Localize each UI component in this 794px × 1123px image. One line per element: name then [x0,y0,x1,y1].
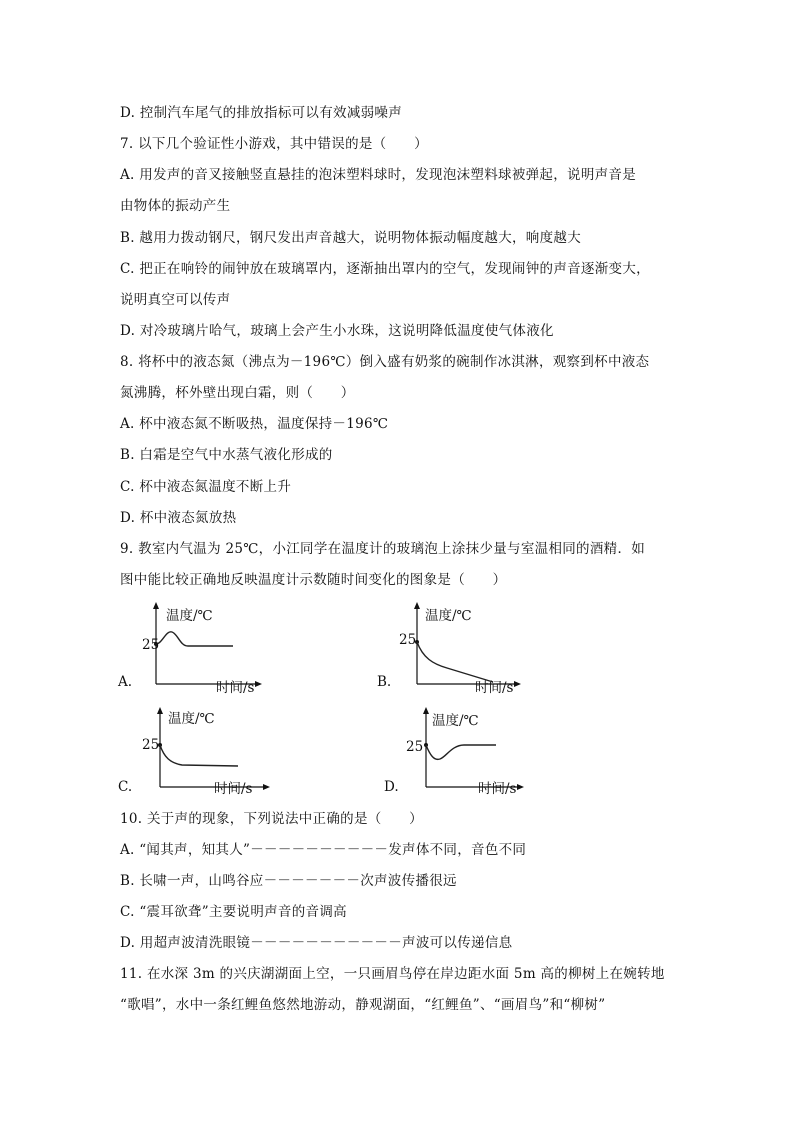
q8-option-a: A. 杯中液态氮不断吸热，温度保持－196℃ [120,416,389,432]
graph-c-option-label: C. [118,779,133,795]
q7-stem: 7. 以下几个验证性小游戏，其中错误的是（ ） [120,136,428,152]
q7-option-a-2: 由物体的振动产生 [120,198,231,214]
q7-option-d: D. 对冷玻璃片哈气，玻璃上会产生小水珠，这说明降低温度使气体液化 [120,323,554,339]
graph-d-xlabel: 时间/s [478,781,517,797]
q7-option-c-1: C. 把正在响铃的闹钟放在玻璃罩内，逐渐抽出罩内的空气，发现闹钟的声音逐渐变大， [120,261,650,277]
graph-a-xlabel: 时间/s [216,680,255,696]
q8-stem-1: 8. 将杯中的液态氮（沸点为－196℃）倒入盛有奶浆的碗制作冰淇淋，观察到杯中液态 [120,354,650,370]
q11-stem-1: 11. 在水深 3m 的兴庆湖湖面上空，一只画眉鸟停在岸边距水面 5m 高的柳树上在婉转地 [120,966,665,982]
graph-d-tick: 25 [406,739,424,755]
graph-b-ylabel: 温度/℃ [425,608,472,624]
q8-option-c: C. 杯中液态氮温度不断上升 [120,479,292,495]
graph-option-c [118,705,288,800]
q10-stem: 10. 关于声的现象，下列说法中正确的是（ ） [120,811,423,827]
q10-option-c: C. “震耳欲聋”主要说明声音的音调高 [120,904,347,920]
q7-option-a-1: A. 用发声的音叉接触竖直悬挂的泡沫塑料球时，发现泡沫塑料球被弹起，说明声音是 [120,167,637,183]
q6-option-d: D. 控制汽车尾气的排放指标可以有效减弱噪声 [120,105,403,121]
q9-stem-1: 9. 教室内气温为 25℃，小江同学在温度计的玻璃泡上涂抹少量与室温相同的酒精．如 [120,541,646,557]
q10-option-d: D. 用超声波清洗眼镜－－－－－－－－－－－声波可以传递信息 [120,935,513,951]
q7-option-b: B. 越用力拨动钢尺，钢尺发出声音越大，说明物体振动幅度越大，响度越大 [120,230,582,246]
q11-stem-2: “歌唱”，水中一条红鲤鱼悠然地游动，静观湖面，“红鲤鱼”、“画眉鸟”和“柳树” [120,997,606,1013]
graph-d-option-label: D. [384,779,399,795]
graph-a-option-label: A. [118,674,133,690]
q8-stem-2: 氮沸腾，杯外壁出现白霜，则（ ） [120,385,355,401]
q8-option-d: D. 杯中液态氮放热 [120,510,237,526]
graph-c-tick: 25 [142,737,160,753]
graph-b-option-label: B. [377,674,392,690]
graph-b-xlabel: 时间/s [475,680,514,696]
graph-d-ylabel: 温度/℃ [432,713,479,729]
graph-c-ylabel: 温度/℃ [168,711,215,727]
graph-b-tick: 25 [399,632,417,648]
graph-a-ylabel: 温度/℃ [166,608,213,624]
graph-a-tick: 25 [142,637,160,653]
q8-option-b: B. 白霜是空气中水蒸气液化形成的 [120,447,333,463]
graph-option-a [118,600,288,695]
graph-c-xlabel: 时间/s [214,781,253,797]
graph-option-b [377,600,547,695]
q9-stem-2: 图中能比较正确地反映温度计示数随时间变化的图象是（ ） [120,572,507,588]
q10-option-a: A. “闻其声，知其人”－－－－－－－－－－发声体不同，音色不同 [120,842,527,858]
q10-option-b: B. 长啸一声，山鸣谷应－－－－－－－次声波传播很远 [120,873,457,889]
graph-option-d [384,705,554,800]
q7-option-c-2: 说明真空可以传声 [120,292,231,308]
